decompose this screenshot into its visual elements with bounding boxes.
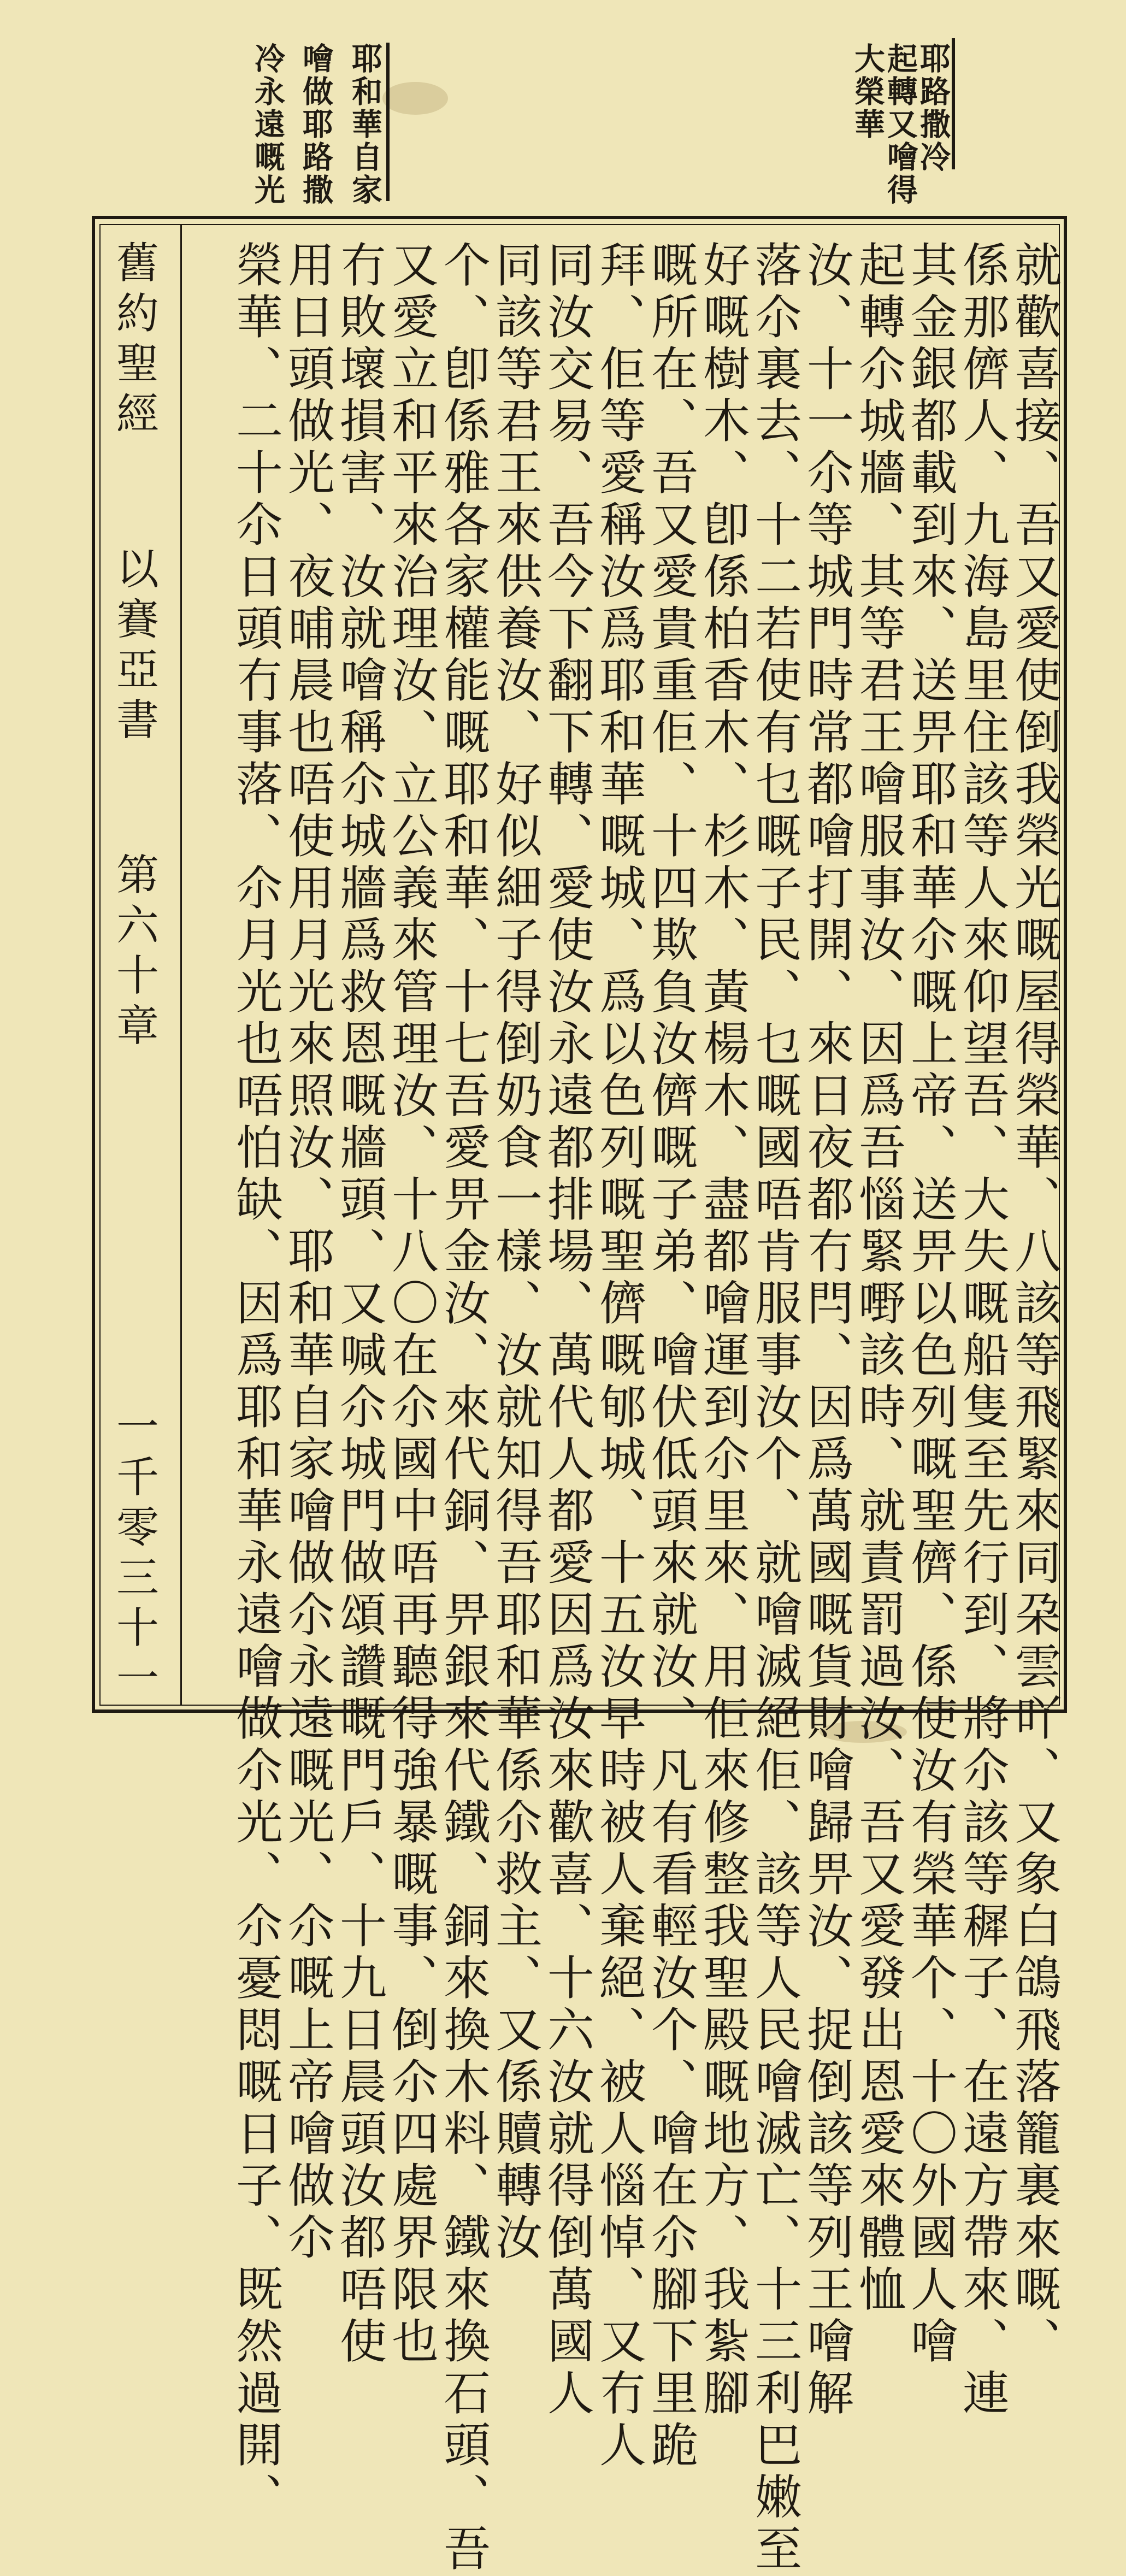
text-column: 起轉尒城牆、其等君王噲服事汝、因爲吾惱緊嘢該時、就責罰過汝、吾又愛發出恩愛來體恤 xyxy=(851,240,905,2316)
note-line: 耶路撒冷 xyxy=(915,43,951,174)
text-column: 同該等君王來供養汝、好似細子得倒奶食一樣、汝就知得吾耶和華係尒救主、又係贖轉汝 xyxy=(487,240,542,2265)
note-line: 冷永遠嘅光 xyxy=(250,43,286,207)
text-column: 好嘅樹木、卽係柏香木、杉木、黃楊木、盡都噲運到尒里來、用佢來修整我聖殿嘅地方、我紮腳 xyxy=(695,240,750,2420)
note-rule-right xyxy=(952,38,955,169)
text-column: 榮華、二十尒日頭冇事落、尒月光也唔怕缺、因爲耶和華永遠噲做尒光、尒憂悶嘅日子、既然過開、 xyxy=(228,240,282,2524)
header-divider xyxy=(180,224,182,1706)
text-column: 同汝交易、吾今下翻下轉、愛使汝永遠都排場、萬代人都愛因爲汝來歡喜、十六汝就得倒萬國人 xyxy=(539,240,594,2420)
page-number: 一千零三十一 xyxy=(109,1404,158,1706)
text-column: 汝、十一尒等城門時常都噲打開、來日夜都冇閂、因爲萬國嘅貨財噲歸畀汝、捉倒該等列王噲解 xyxy=(799,240,853,2420)
note-line: 噲做耶路撒 xyxy=(298,43,334,207)
paper-stain xyxy=(382,82,448,115)
text-column: 其金銀都載到來、送畀耶和華尒嘅上帝、送畀以色列嘅聖儕、係使汝有榮華个、十〇外國人噲 xyxy=(903,240,957,2368)
note-line: 起轉又噲得 xyxy=(882,43,918,207)
text-column: 嘅所在、吾又愛貴重佢、十四欺負汝儕嘅子弟、噲伏低頭來就汝、凡有看輕汝个、噲在尒腳下里跪 xyxy=(643,240,698,2472)
text-column: 又愛立和平來治理汝、立公義來管理汝、十八〇在尒國中唔再聽得強暴嘅事、倒尒四處界限也 xyxy=(384,240,438,2368)
text-column: 拜、佢等愛稱汝爲耶和華嘅城、爲以色列嘅聖儕嘅郇城、十五汝早時被人棄絕、被人惱悼、又冇人 xyxy=(591,240,646,2472)
chapter-book: 以賽亞書 xyxy=(109,546,158,747)
book-title: 舊約聖經 xyxy=(109,240,158,441)
note-line: 耶和華自家 xyxy=(347,43,383,207)
text-column: 个、卽係雅各家權能嘅耶和華、十七吾愛畀金汝、來代銅、畀銀來代鐵、銅來換木料、鐵來換石頭、吾 xyxy=(435,240,490,2576)
note-line: 大榮華 xyxy=(850,43,886,141)
chapter-number: 第六十章 xyxy=(109,852,158,1053)
text-column: 落尒裏去、十二若使有乜嘅子民、乜嘅國唔肯服事汝个、就噲滅絕佢、該等人民噲滅亡、十三利巴嫩至 xyxy=(747,240,801,2576)
text-column: 就歡喜接、吾又愛使倒我榮光嘅屋得榮華、八該等飛緊來同朶雲吖、又象白鴿飛落籠裏來嘅、 xyxy=(1006,240,1061,2368)
text-column: 冇敗壞損害、汝就噲稱尒城牆爲救恩嘅牆頭、又喊尒城門做頌讚嘅門戶、十九日晨頭汝都唔使 xyxy=(332,240,386,2368)
text-column: 用日頭做光、夜晡晨也唔使用月光來照汝、耶和華自家噲做尒永遠嘅光、尒嘅上帝噲做尒 xyxy=(280,240,334,2265)
note-rule-left xyxy=(386,43,390,201)
text-column: 係那儕人、九海島里住該等人來仰望吾、大失嘅船隻至先行到、將尒該等穉子、在遠方帶來、連 xyxy=(954,240,1009,2420)
